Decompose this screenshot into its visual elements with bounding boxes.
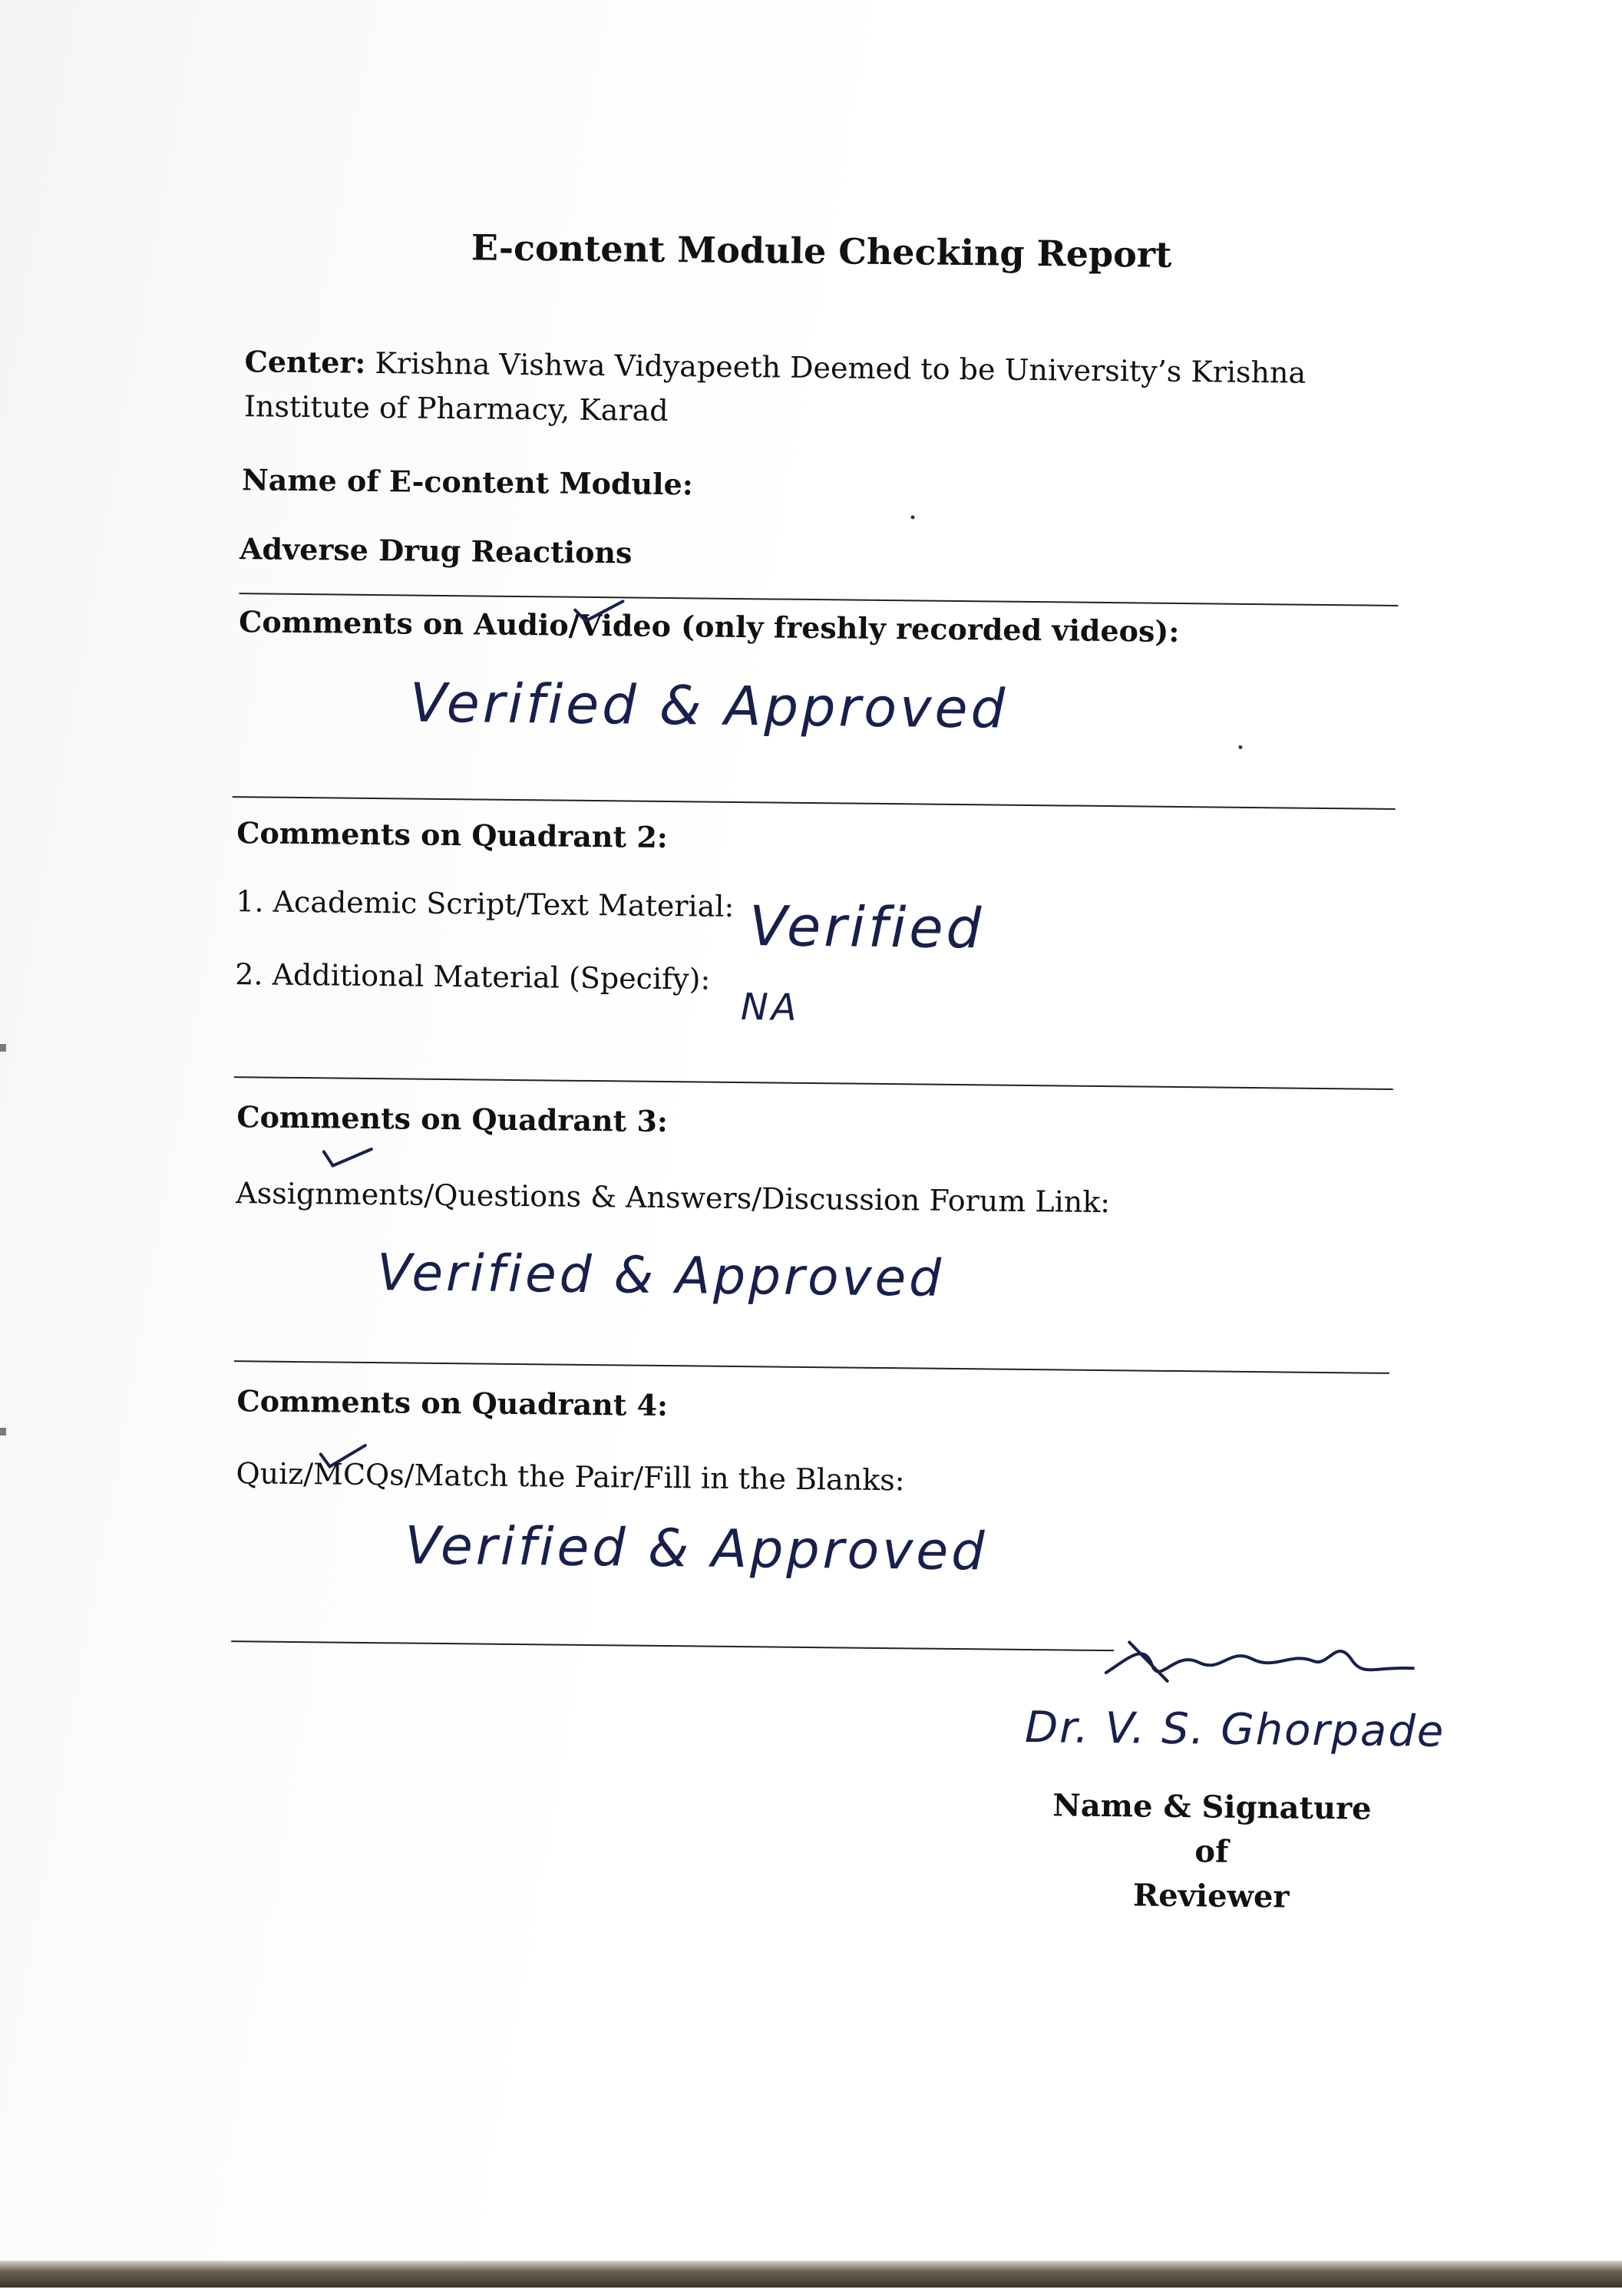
scan-bottom-edge <box>0 2261 1622 2288</box>
quadrant4-item-label: Quiz/MCQs/Match the Pair/Fill in the Blanks: <box>236 1456 905 1498</box>
audio-video-label: Comments on Audio/Video (only freshly recorded videos): <box>238 604 1180 649</box>
quadrant4-label: Comments on Quadrant 4: <box>236 1383 669 1423</box>
quadrant2-item2-label: 2. Additional Material (Specify): <box>235 957 711 996</box>
center-value: Krishna Vishwa Vidyapeeth Deemed to be University’s Krishna Institute of Pharmacy, Karad <box>243 346 1307 428</box>
quadrant2-item1-label: 1. Academic Script/Text Material: <box>236 884 735 923</box>
reviewer-label-line1: Name & Signature of <box>1052 1787 1372 1870</box>
reviewer-handwritten-name: Dr. V. S. Ghorpade <box>1024 1702 1445 1757</box>
quadrant3-handwritten-comment: Verified & Approved <box>376 1243 945 1308</box>
divider-line <box>233 796 1396 810</box>
module-name-label: Name of E-content Module: <box>241 462 694 502</box>
module-name-value: Adverse Drug Reactions <box>239 531 633 570</box>
divider-line <box>234 1360 1389 1374</box>
quadrant3-label: Comments on Quadrant 3: <box>236 1099 669 1139</box>
check-mark-icon <box>321 1142 375 1174</box>
quadrant2-item2-handwritten-comment: NA <box>740 986 800 1029</box>
reviewer-signature-scribble <box>1098 1627 1422 1699</box>
document-title: E-content Module Checking Report <box>471 226 1172 276</box>
divider-line <box>239 593 1398 606</box>
quadrant3-item-label: Assignments/Questions & Answers/Discussion Forum Link: <box>236 1176 1111 1220</box>
ink-speck <box>911 515 915 519</box>
ink-speck <box>1238 745 1242 749</box>
divider-line <box>231 1640 1114 1651</box>
quadrant2-label: Comments on Quadrant 2: <box>236 815 669 855</box>
reviewer-label-line2: Reviewer <box>1132 1877 1290 1915</box>
audio-video-handwritten-comment: Verified & Approved <box>409 671 1009 741</box>
divider-line <box>234 1076 1393 1090</box>
center-label: Center: <box>244 344 366 380</box>
quadrant4-handwritten-comment: Verified & Approved <box>405 1515 988 1583</box>
check-mark-icon <box>572 596 626 628</box>
quadrant2-item1-handwritten-comment: Verified <box>748 894 985 961</box>
reviewer-label <box>1042 1783 1381 1921</box>
center-field <box>244 339 1381 440</box>
